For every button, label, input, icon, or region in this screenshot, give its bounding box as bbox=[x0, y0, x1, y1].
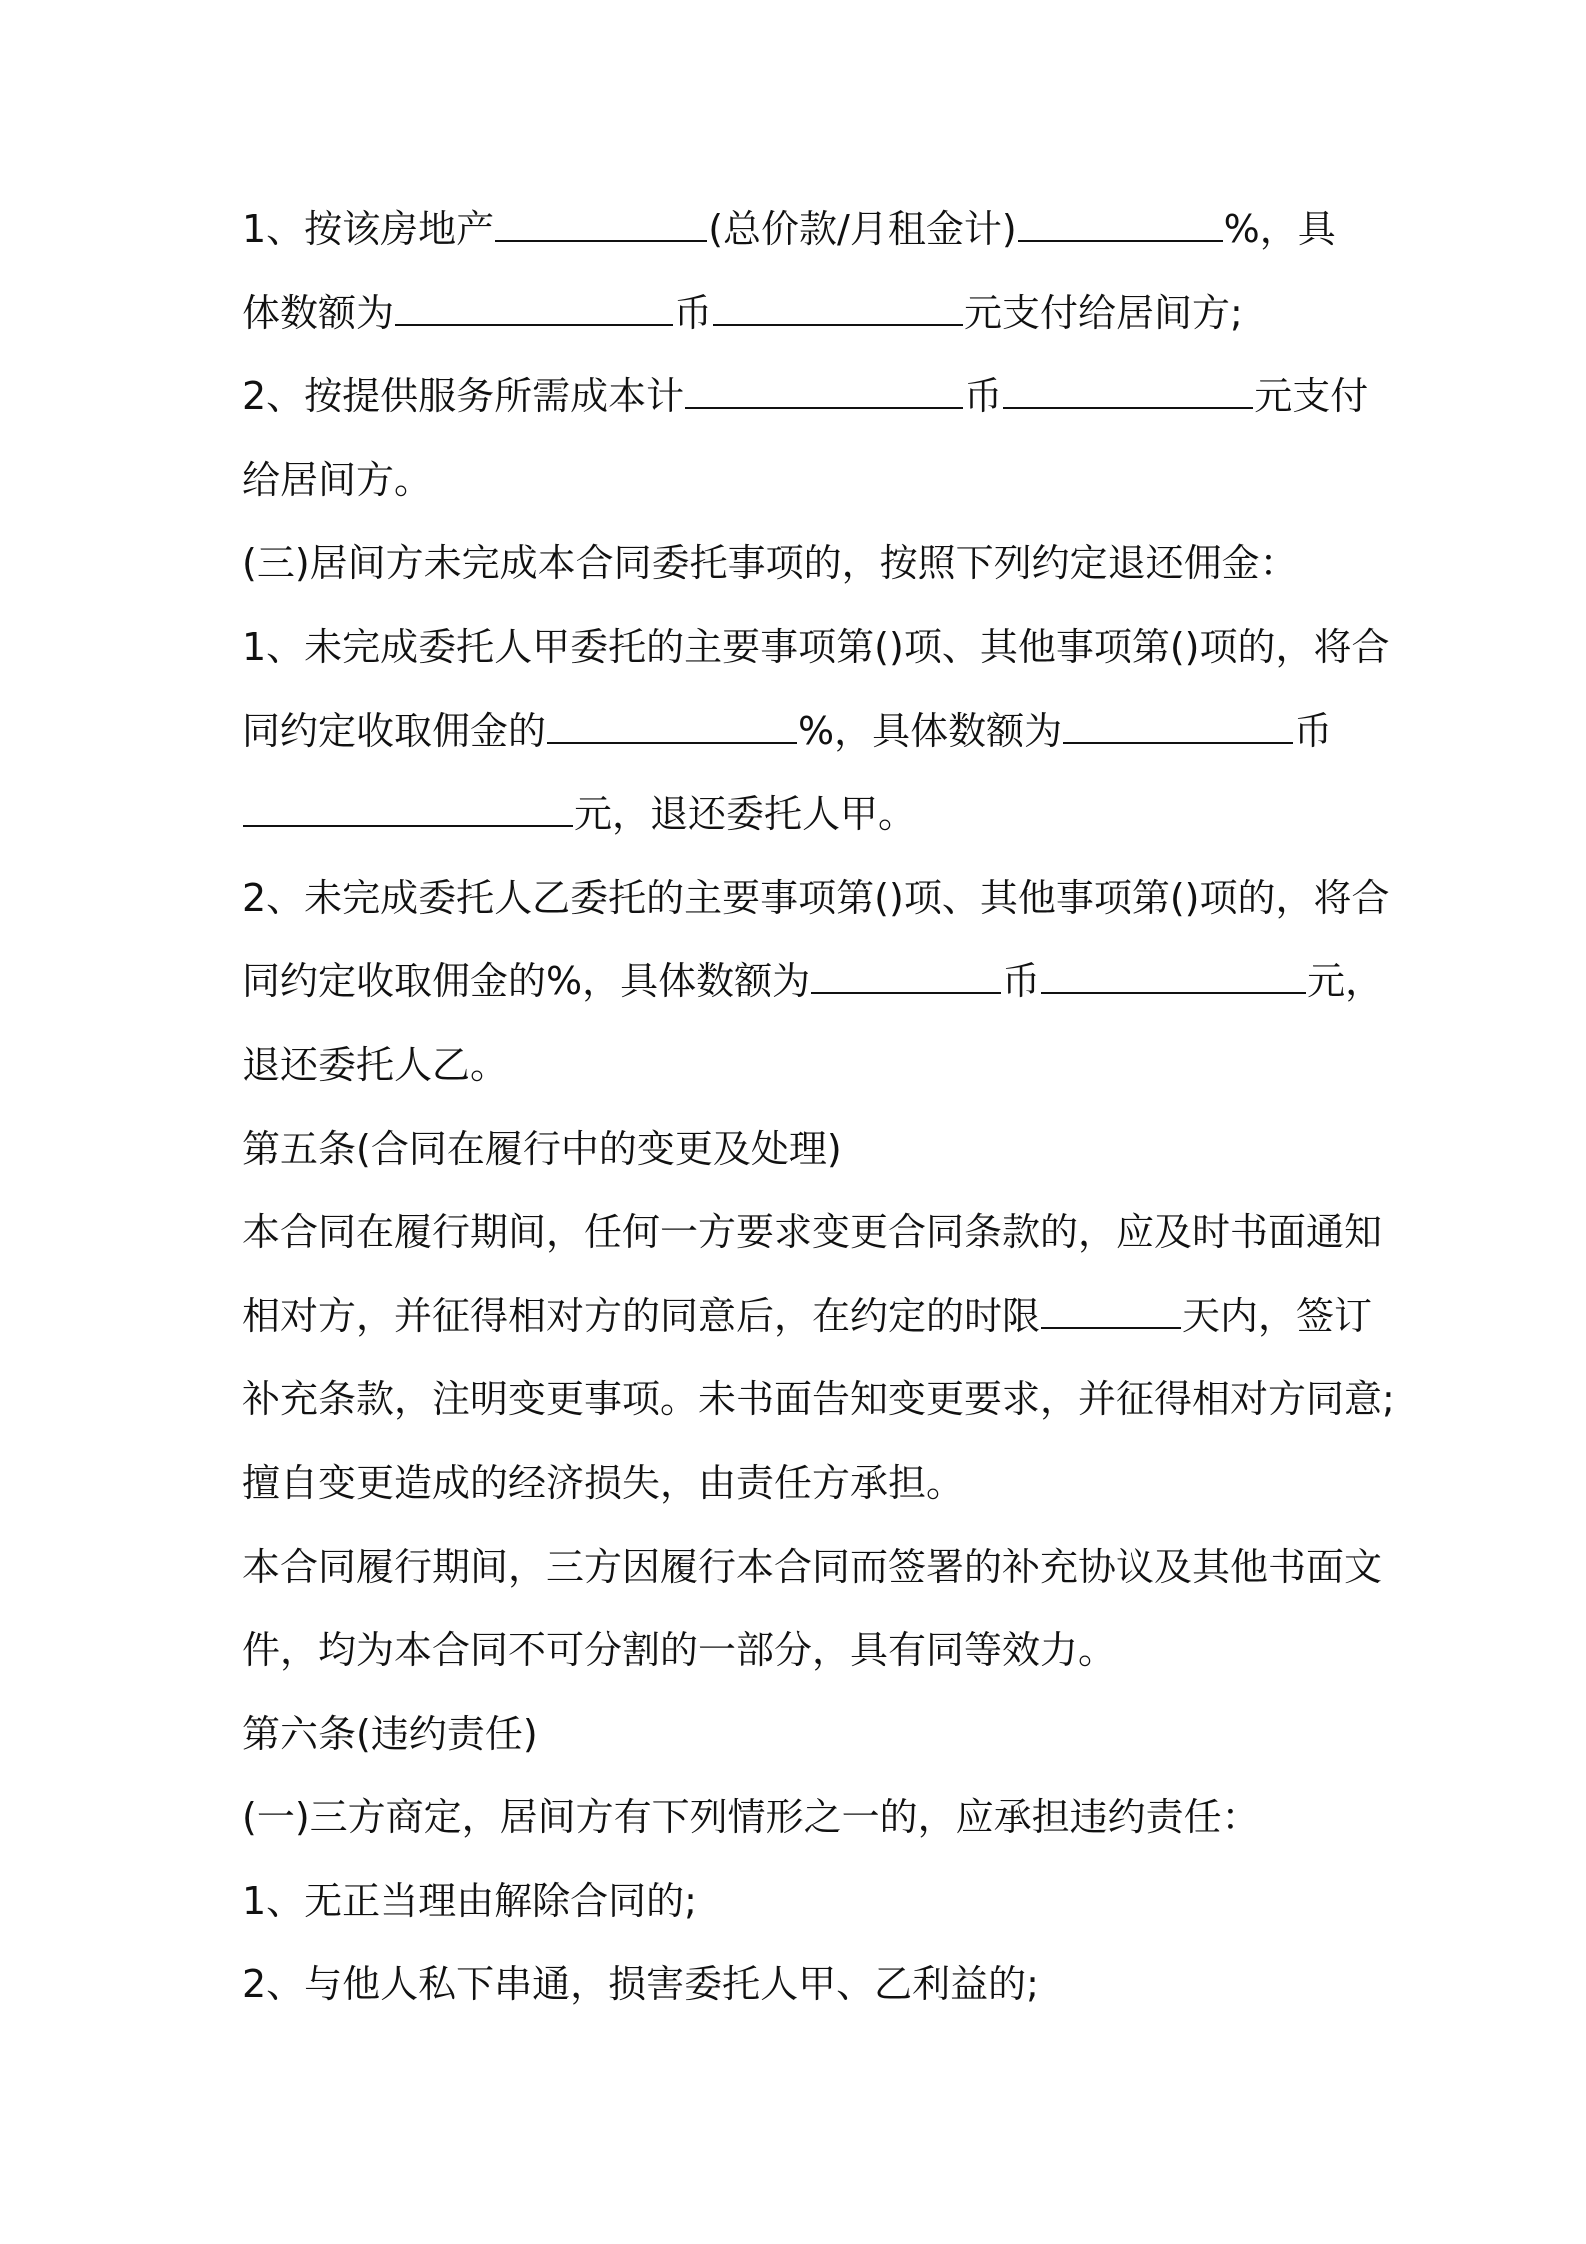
text-line bbox=[242, 1108, 1362, 1192]
text-segment: 同约定收取佣金的%，具体数额为 bbox=[242, 959, 811, 1004]
text-segment: 2、按提供服务所需成本计 bbox=[242, 374, 685, 419]
text-segment: 第五条(合同在履行中的变更及处理) bbox=[242, 1126, 842, 1171]
text-line bbox=[242, 1024, 1362, 1108]
text-line bbox=[242, 1526, 1383, 1610]
text-line bbox=[242, 1860, 1362, 1944]
text-segment: 同约定收取佣金的 bbox=[242, 708, 547, 753]
text-segment: (三)居间方未完成本合同委托事项的，按照下列约定退还佣金： bbox=[242, 541, 1298, 586]
text-segment: 币 bbox=[674, 290, 713, 335]
fill-in-blank bbox=[1063, 708, 1293, 744]
text-segment: 元支付给居间方; bbox=[964, 290, 1243, 335]
text-line bbox=[242, 773, 1362, 857]
text-line bbox=[242, 1776, 1362, 1860]
text-segment: 1、未完成委托人甲委托的主要事项第()项、其他事项第()项的，将合 bbox=[242, 624, 1390, 669]
text-line bbox=[242, 439, 1362, 523]
fill-in-blank bbox=[495, 206, 707, 242]
fill-in-blank bbox=[1018, 206, 1223, 242]
text-segment: (总价款/月租金计) bbox=[708, 207, 1017, 251]
fill-in-blank bbox=[811, 958, 1001, 994]
text-line bbox=[242, 1609, 1362, 1693]
contract-text-body bbox=[242, 188, 1395, 2027]
text-segment: 币 bbox=[964, 374, 1003, 419]
fill-in-blank bbox=[547, 708, 797, 744]
text-segment: 币 bbox=[1002, 959, 1041, 1004]
text-segment: (一)三方商定，居间方有下列情形之一的，应承担违约责任： bbox=[242, 1795, 1260, 1840]
text-line bbox=[242, 188, 1362, 272]
text-line bbox=[242, 690, 1362, 774]
text-line bbox=[242, 1191, 1383, 1275]
text-segment: 1、无正当理由解除合同的; bbox=[242, 1878, 697, 1923]
text-line bbox=[242, 522, 1362, 606]
text-line bbox=[242, 1358, 1395, 1442]
fill-in-blank bbox=[685, 373, 963, 409]
fill-in-blank bbox=[1041, 958, 1306, 994]
text-line bbox=[242, 355, 1369, 439]
text-segment: 元支付 bbox=[1254, 374, 1369, 419]
text-segment: 件，均为本合同不可分割的一部分，具有同等效力。 bbox=[242, 1628, 1117, 1673]
fill-in-blank bbox=[1003, 373, 1253, 409]
text-segment: %，具 bbox=[1223, 207, 1336, 251]
text-segment: 元，退还委托人甲。 bbox=[574, 792, 917, 837]
text-segment: 补充条款，注明变更事项。未书面告知变更要求，并征得相对方同意; bbox=[242, 1377, 1395, 1422]
text-segment: %，具体数额为 bbox=[798, 708, 1063, 753]
text-line bbox=[242, 1693, 1362, 1777]
text-segment: 第六条(违约责任) bbox=[242, 1711, 538, 1756]
text-line bbox=[242, 940, 1384, 1024]
text-segment: 元， bbox=[1307, 959, 1384, 1004]
text-segment: 1、按该房地产 bbox=[242, 207, 495, 251]
text-segment: 天内，签订 bbox=[1182, 1293, 1373, 1338]
text-segment: 相对方，并征得相对方的同意后，在约定的时限 bbox=[242, 1293, 1041, 1338]
text-segment: 本合同履行期间，三方因履行本合同而签署的补充协议及其他书面文 bbox=[242, 1544, 1383, 1589]
text-segment: 币 bbox=[1294, 708, 1333, 753]
text-segment: 本合同在履行期间，任何一方要求变更合同条款的，应及时书面通知 bbox=[242, 1210, 1383, 1255]
text-segment: 体数额为 bbox=[242, 290, 395, 335]
text-segment: 退还委托人乙。 bbox=[242, 1042, 509, 1087]
text-segment: 擅自变更造成的经济损失，由责任方承担。 bbox=[242, 1460, 965, 1505]
text-line bbox=[242, 1442, 1362, 1526]
text-line bbox=[242, 1943, 1362, 2027]
text-line bbox=[242, 606, 1390, 690]
fill-in-blank bbox=[243, 791, 573, 827]
fill-in-blank bbox=[395, 290, 673, 326]
fill-in-blank bbox=[1041, 1293, 1181, 1329]
text-line bbox=[242, 857, 1390, 941]
text-segment: 2、与他人私下串通，损害委托人甲、乙利益的; bbox=[242, 1962, 1039, 2007]
fill-in-blank bbox=[713, 290, 963, 326]
text-line bbox=[242, 272, 1362, 356]
text-segment: 2、未完成委托人乙委托的主要事项第()项、其他事项第()项的，将合 bbox=[242, 875, 1390, 920]
text-segment: 给居间方。 bbox=[242, 457, 433, 502]
text-line bbox=[242, 1275, 1373, 1359]
